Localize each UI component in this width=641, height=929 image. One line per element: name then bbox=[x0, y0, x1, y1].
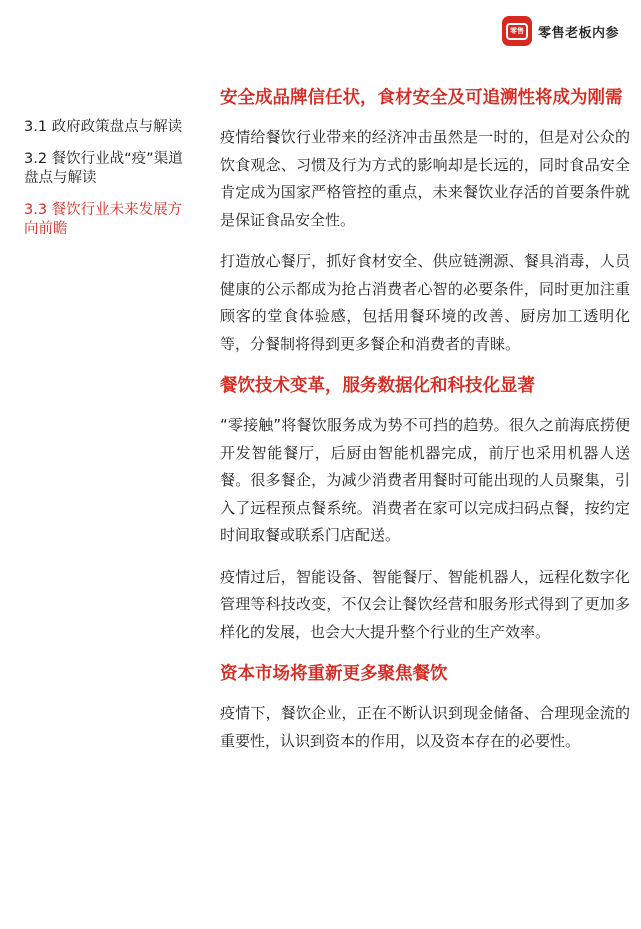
paragraph: 疫情下，餐饮企业，正在不断认识到现金储备、合理现金流的重要性，认识到资本的作用，以及资本存在的必要性。 bbox=[220, 704, 630, 750]
paragraph: 疫情过后，智能设备、智能餐厅、智能机器人，远程化数字化管理等科技改变，不仅会让餐饮经营和服务形式得到了更加多样化的发展，也会大大提升整个行业的生产效率。 bbox=[220, 567, 630, 641]
section-title: 资本市场将重新更多聚焦餐饮 bbox=[220, 664, 448, 684]
toc-item-3-2[interactable]: 3.2 餐饮行业战“疫”渠道盘点与解读 bbox=[24, 151, 183, 186]
brand-header bbox=[502, 16, 619, 46]
section-capital-market bbox=[220, 660, 630, 755]
section-food-safety bbox=[220, 84, 630, 358]
section-tech-change bbox=[220, 372, 630, 646]
brand-name: 零售老板内参 bbox=[537, 25, 619, 41]
brand-logo bbox=[502, 16, 532, 46]
paragraph: 疫情给餐饮行业带来的经济冲击虽然是一时的，但是对公众的饮食观念、习惯及行为方式的影响却是长远的，同时食品安全肯定成为国家严格管控的重点，未来餐饮业存活的首要条件就是保证食品安全性。 bbox=[220, 128, 630, 229]
brand-logo-text: 零售 bbox=[506, 23, 528, 40]
table-of-contents bbox=[24, 118, 194, 252]
paragraph: 打造放心餐厅，抓好食材安全、供应链溯源、餐具消毒，人员健康的公示都成为抢占消费者心智的必要条件，同时更加注重顾客的堂食体验感，包括用餐环境的改善、厨房加工透明化等，分餐制将得到更多餐企和消费者的青睐。 bbox=[220, 252, 630, 353]
toc-item-3-1[interactable]: 3.1 政府政策盘点与解读 bbox=[24, 119, 183, 135]
article-content bbox=[220, 84, 630, 769]
toc-item-3-3[interactable]: 3.3 餐饮行业未来发展方向前瞻 bbox=[24, 202, 183, 237]
paragraph: “零接触”将餐饮服务成为势不可挡的趋势。很久之前海底捞便开发智能餐厅，后厨由智能机器完成，前厅也采用机器人送餐。很多餐企，为减少消费者用餐时可能出现的人员聚集，引入了远程预点餐系统。消费者在家可以完成扫码点餐，按约定时间取餐或联系门店配送。 bbox=[220, 416, 630, 544]
section-title: 餐饮技术变革，服务数据化和科技化显著 bbox=[220, 376, 535, 396]
section-title: 安全成品牌信任状，食材安全及可追溯性将成为刚需 bbox=[220, 88, 623, 108]
